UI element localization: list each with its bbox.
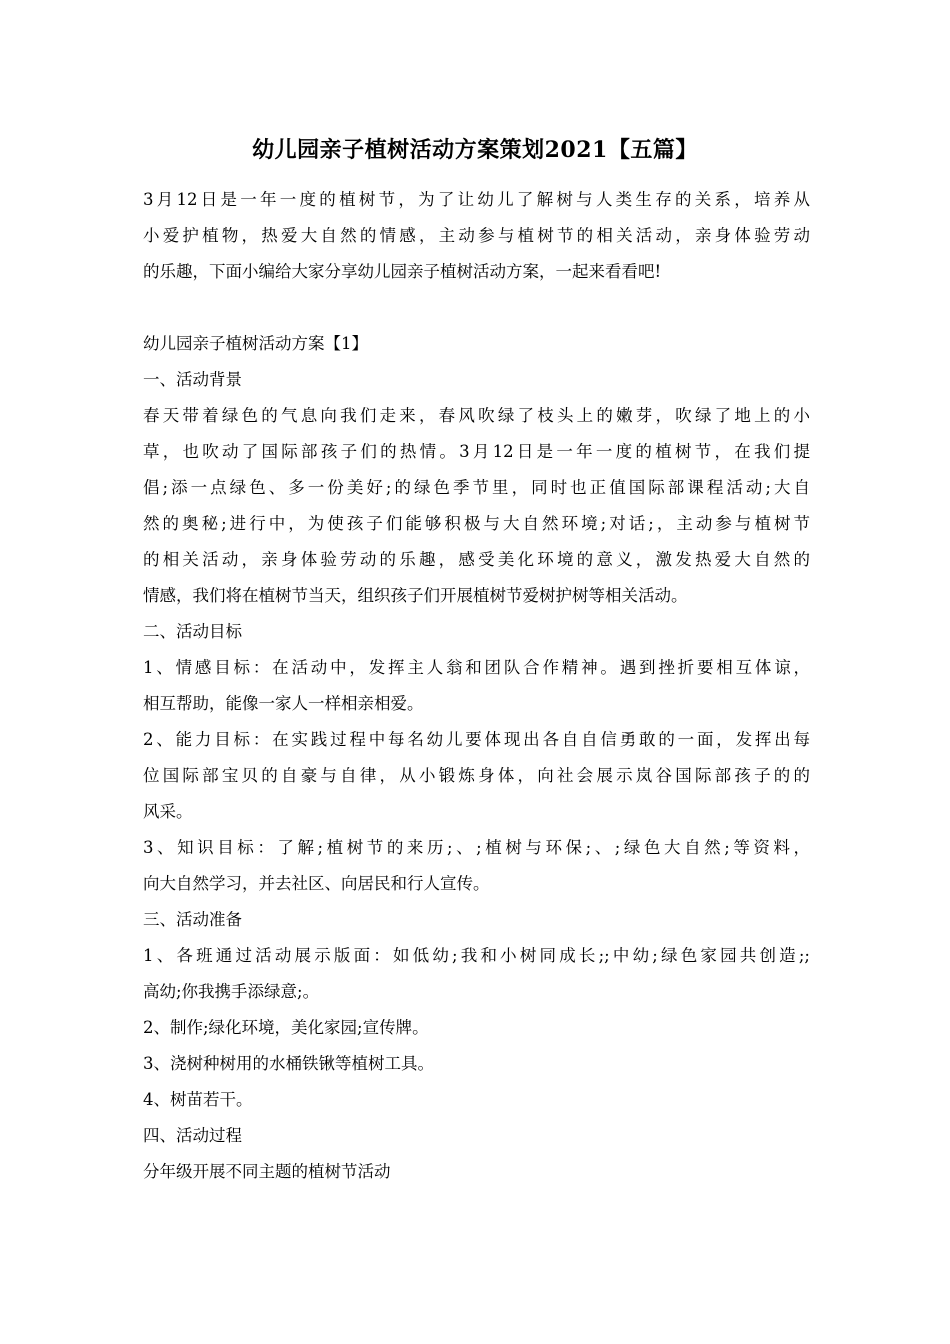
intro-line: 小爱护植物，热爱大自然的情感，主动参与植树节的相关活动，亲身体验劳动 <box>143 226 810 245</box>
background-line: 情感，我们将在植树节当天，组织孩子们开展植树节爱树护树等相关活动。 <box>143 586 688 605</box>
goal2-line: 位国际部宝贝的自豪与自律，从小锻炼身体，向社会展示岚谷国际部孩子的的 <box>143 766 810 785</box>
goal2-line: 风采。 <box>143 802 193 821</box>
document-title: 幼儿园亲子植树活动方案策划2021【五篇】 <box>252 137 698 163</box>
prep1-line: 高幼;你我携手添绿意;。 <box>143 982 320 1001</box>
intro-line: 的乐趣，下面小编给大家分享幼儿园亲子植树活动方案，一起来看看吧! <box>143 262 662 281</box>
background-line: 的相关活动，亲身体验劳动的乐趣，感受美化环境的意义，激发热爱大自然的 <box>143 550 810 569</box>
background-line: 春天带着绿色的气息向我们走来，春风吹绿了枝头上的嫩芽，吹绿了地上的小 <box>143 406 810 425</box>
goal3-line: 向大自然学习，并去社区、向居民和行人宣传。 <box>143 874 490 893</box>
goal3-line: 3、知识目标：了解;植树节的来历;、;植树与环保;、;绿色大自然;等资料， <box>143 838 810 857</box>
prep2-line: 2、制作;绿化环境，美化家园;宣传牌。 <box>143 1018 429 1037</box>
goal1-line: 相互帮助，能像一家人一样相亲相爱。 <box>143 694 424 713</box>
document-body <box>143 182 810 1190</box>
background-line: 草，也吹动了国际部孩子们的热情。3月12日是一年一度的植树节，在我们提 <box>143 442 810 461</box>
intro-line: 3月12日是一年一度的植树节，为了让幼儿了解树与人类生存的关系，培养从 <box>143 190 810 209</box>
paragraph-gap <box>143 290 810 326</box>
goal2-line: 2、能力目标：在实践过程中每名幼儿要体现出各自自信勇敢的一面，发挥出每 <box>143 730 810 749</box>
heading-goals: 二、活动目标 <box>143 622 242 641</box>
prep1-line: 1、各班通过活动展示版面：如低幼;我和小树同成长;;中幼;绿色家园共创造;; <box>143 946 810 965</box>
background-line: 倡;添一点绿色、多一份美好;的绿色季节里，同时也正值国际部课程活动;大自 <box>143 478 810 497</box>
prep4-line: 4、树苗若干。 <box>143 1090 253 1109</box>
section-title: 幼儿园亲子植树活动方案【1】 <box>143 334 368 353</box>
process-intro: 分年级开展不同主题的植树节活动 <box>143 1162 391 1181</box>
background-line: 然的奥秘;进行中，为使孩子们能够积极与大自然环境;对话;，主动参与植树节 <box>143 514 810 533</box>
heading-process: 四、活动过程 <box>143 1126 242 1145</box>
heading-prep: 三、活动准备 <box>143 910 242 929</box>
goal1-line: 1、情感目标：在活动中，发挥主人翁和团队合作精神。遇到挫折要相互体谅， <box>143 658 810 677</box>
prep3-line: 3、浇树种树用的水桶铁锹等植树工具。 <box>143 1054 434 1073</box>
heading-background: 一、活动背景 <box>143 370 242 389</box>
